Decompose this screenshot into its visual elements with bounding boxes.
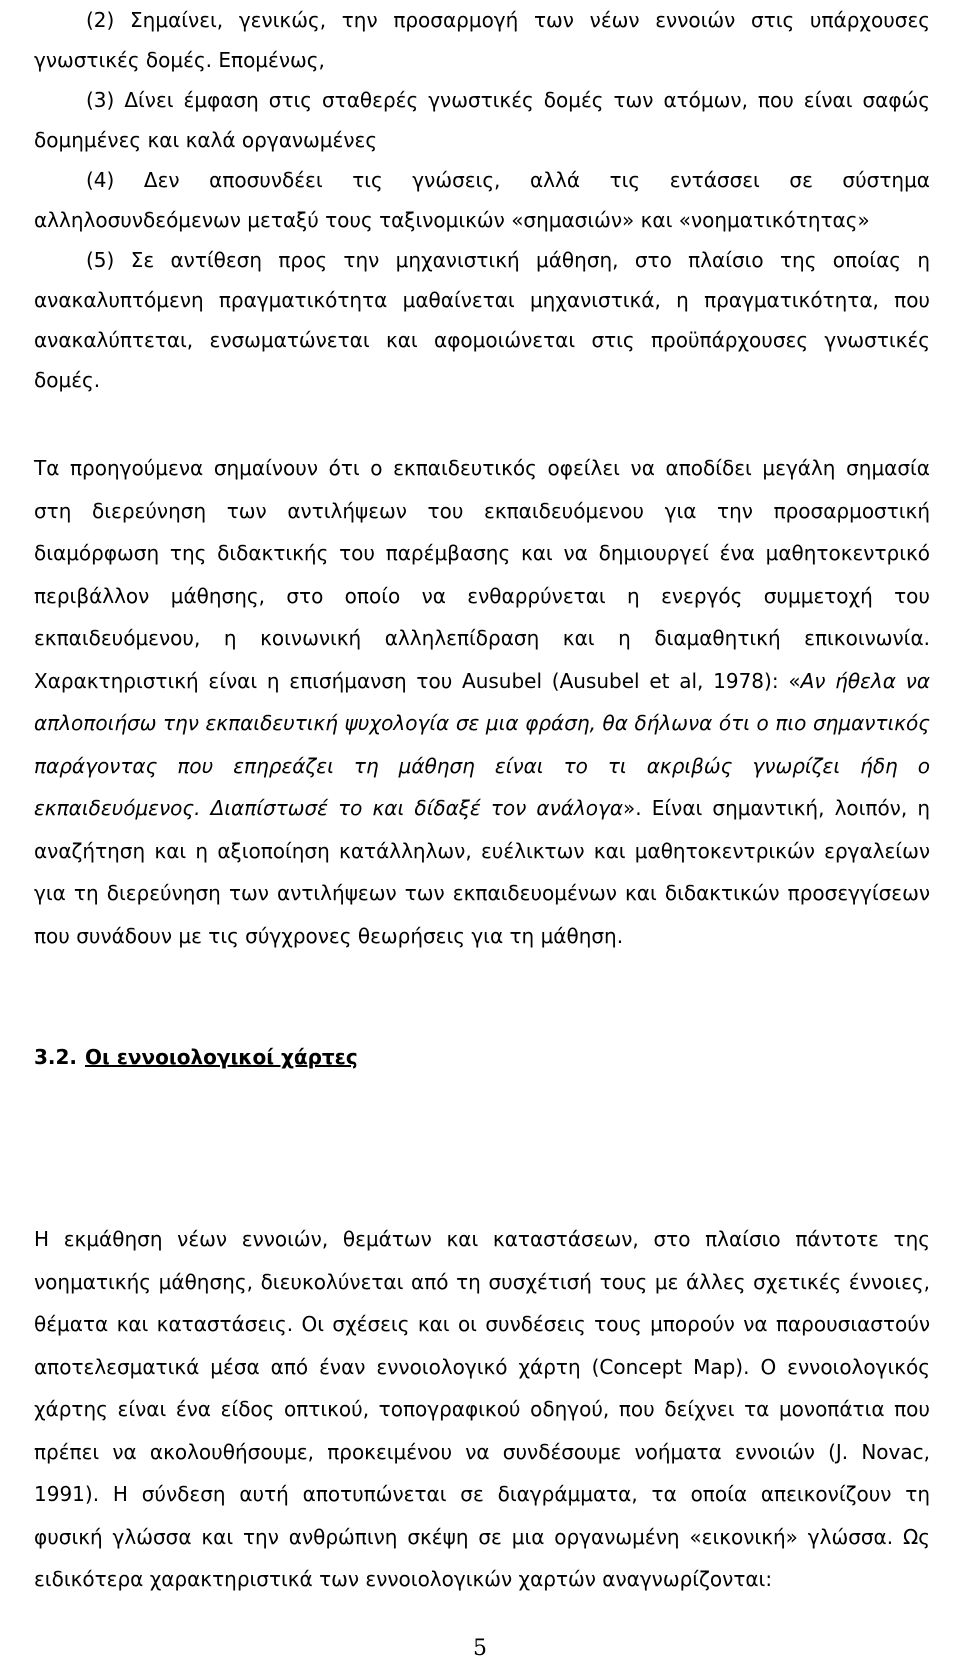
paragraph-text: Τα προηγούμενα σημαίνουν ότι ο εκπαιδευτικός οφείλει να αποδίδει μεγάλη σημασία στη διερεύνηση των αντιλήψεων του εκπαιδευόμενου για την προσαρμοστική διαμόρφωση της διδακτικής του παρέμβασης και να δημιουργεί ένα μαθητοκεντρικό περιβάλλον μάθησης, στο οποίο να ενθαρρύνεται η ενεργός συμμετοχή του εκπαιδευόμενου, η κοινωνική αλληλεπίδραση και η διαμαθητική επικοινωνία. Χαρακτηριστική είναι η επισήμανση του Ausubel (Ausubel et al, 1978): « [34,456,930,693]
list-item-label: (3) [86,88,115,112]
list-item-label: (4) [86,168,115,192]
list-item [34,0,930,80]
list-item-text: Δίνει έμφαση στις σταθερές γνωστικές δομές των ατόμων, που είναι σαφώς δομημένες και καλά οργανωμένες [34,88,930,152]
list-item-text: Σε αντίθεση προς την μηχανιστική μάθηση, στο πλαίσιο της οποίας η ανακαλυπτόμενη πραγματικότητα μαθαίνεται μηχανιστικά, η πραγματικότητα, που ανακαλύπτεται, ενσωματώνεται και αφομοιώνεται στις προϋπάρχουσες γνωστικές δομές. [34,248,931,392]
list-item-label: (5) [86,248,115,272]
section-number: 3.2. [34,1045,78,1069]
list-item [34,240,930,400]
list-item [34,80,930,160]
list-item-label: (2) [86,8,115,32]
paragraph-ausubel [34,447,930,957]
list-item-text: Δεν αποσυνδέει τις γνώσεις, αλλά τις εντάσσει σε σύστημα αλληλοσυνδεόμενων μεταξύ τους ταξινομικών «σημασιών» και «νοηματικότητας» [34,168,930,232]
page-number: 5 [473,1636,487,1661]
section-heading [34,1036,358,1078]
section-title: Οι εννοιολογικοί χάρτες [85,1045,358,1069]
paragraph-text: ». Είναι σημαντική, λοιπόν, η αναζήτηση και η αξιοποίηση κατάλληλων, ευέλικτων και μαθητοκεντρικών εργαλείων για τη διερεύνηση των αντιλήψεων των εκπαιδευομένων και διδακτικών προσεγγίσεων που συνάδουν με τις σύγχρονες θεωρήσεις για τη μάθηση. [34,796,930,948]
numbered-list [34,0,930,400]
ausubel-quote: Αν ήθελα να απλοποιήσω την εκπαιδευτική ψυχολογία σε μια φράση, θα δήλωνα ότι ο πιο σημαντικός παράγοντας που επηρεάζει τη μάθηση είναι το τι ακριβώς γνωρίζει ήδη ο εκπαιδευόμενος. Διαπίστωσέ το και δίδαξέ τον ανάλογα [34,668,930,820]
list-item-text: Σημαίνει, γενικώς, την προσαρμογή των νέων εννοιών στις υπάρχουσες γνωστικές δομές. Επομένως, [34,8,931,72]
paragraph-concept-maps: Η εκμάθηση νέων εννοιών, θεμάτων και καταστάσεων, στο πλαίσιο πάντοτε της νοηματικής μάθησης, διευκολύνεται από τη συσχέτισή τους με άλλες σχετικές έννοιες, θέματα και καταστάσεις. Οι σχέσεις και οι συνδέσεις τους μπορούν να παρουσιαστούν αποτελεσματικά μέσα από έναν εννοιολογικό χάρτη (Concept Map). Ο εννοιολογικός χάρτης είναι ένα είδος οπτικού, τοπογραφικού οδηγού, που δείχνει τα μονοπάτια που πρέπει να ακολουθήσουμε, προκειμένου να συνδέσουμε νοήματα εννοιών (J. Novac, 1991). Η σύνδεση αυτή αποτυπώνεται σε διαγράμματα, τα οποία απεικονίζουν τη φυσική γλώσσα και την ανθρώπινη σκέψη σε μια οργανωμένη «εικονική» γλώσσα. Ως ειδικότερα χαρακτηριστικά των εννοιολογικών χαρτών αναγνωρίζονται: [34,1227,930,1591]
list-item [34,160,930,240]
